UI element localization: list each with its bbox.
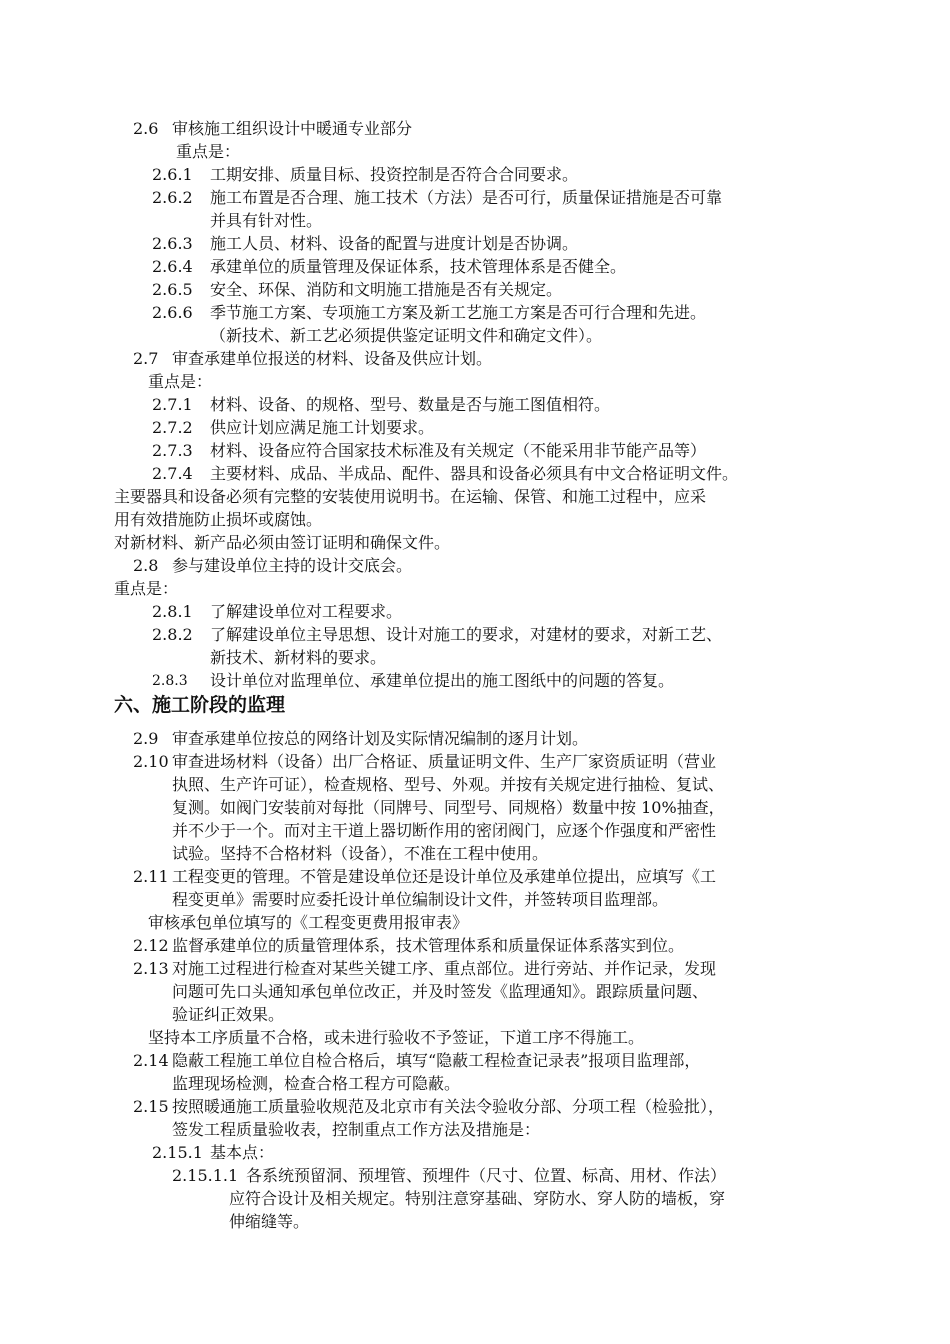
item-text: 签发工程质量验收表，控制重点工作方法及措施是：	[172, 1120, 541, 1139]
item-text: 监理现场检测，检查合格工程方可隐蔽。	[172, 1074, 461, 1093]
item-number: 2.7.3	[152, 441, 193, 460]
item-text: 对新材料、新产品必须由签订证明和确保文件。	[114, 533, 451, 552]
item-text: 伸缩缝等。	[229, 1212, 310, 1231]
item-text: 季节施工方案、专项施工方案及新工艺施工方案是否可行合理和先进。	[210, 303, 707, 322]
item-text: 监督承建单位的质量管理体系，技术管理体系和质量保证体系落实到位。	[172, 936, 685, 955]
item-number: 2.15.1.1	[172, 1166, 239, 1185]
item-number: 2.7.2	[152, 418, 193, 437]
item-text: 按照暖通施工质量验收规范及北京市有关法令验收分部、分项工程（检验批），	[172, 1097, 725, 1116]
item-text: 主要器具和设备必须有完整的安装使用说明书。在运输、保管、和施工过程中，应采	[114, 487, 707, 506]
item-text: 审查承建单位按总的网络计划及实际情况编制的逐月计划。	[172, 729, 589, 748]
item-text: 主要材料、成品、半成品、配件、器具和设备必须具有中文合格证明文件。	[210, 464, 739, 483]
item-text: 供应计划应满足施工计划要求。	[210, 418, 435, 437]
item-text: 设计单位对监理单位、承建单位提出的施工图纸中的问题的答复。	[210, 671, 675, 690]
item-number: 2.8	[133, 556, 159, 575]
item-number: 2.6.5	[152, 280, 193, 299]
item-text: 安全、环保、消防和文明施工措施是否有关规定。	[210, 280, 563, 299]
item-number: 2.15	[133, 1097, 169, 1116]
item-text: 工程变更的管理。不管是建设单位还是设计单位及承建单位提出，应填写《工	[172, 867, 717, 886]
item-text: 坚持本工序质量不合格，或未进行验收不予签证，下道工序不得施工。	[148, 1028, 645, 1047]
item-text: 试验。坚持不合格材料（设备），不准在工程中使用。	[172, 844, 549, 863]
item-number: 2.8.2	[152, 625, 193, 644]
item-text: 审核施工组织设计中暖通专业部分	[172, 119, 413, 138]
item-text: 并具有针对性。	[210, 211, 323, 230]
item-number: 2.6.2	[152, 188, 193, 207]
item-number: 2.9	[133, 729, 159, 748]
item-text: （新技术、新工艺必须提供鉴定证明文件和确定文件）。	[210, 326, 603, 345]
item-number: 2.14	[133, 1051, 169, 1070]
item-number: 2.11	[133, 867, 169, 886]
item-text: 审核承包单位填写的《工程变更费用报审表》	[148, 913, 469, 932]
item-text: 材料、设备、的规格、型号、数量是否与施工图值相符。	[210, 395, 611, 414]
item-text: 验证纠正效果。	[172, 1005, 285, 1024]
item-text: 工期安排、质量目标、投资控制是否符合合同要求。	[210, 165, 579, 184]
item-number: 2.6.3	[152, 234, 193, 253]
item-text: 审查承建单位报送的材料、设备及供应计划。	[172, 349, 493, 368]
item-text: 对施工过程进行检查对某些关键工序、重点部位。进行旁站、并作记录，发现	[172, 959, 717, 978]
item-text: 用有效措施防止损坏或腐蚀。	[114, 510, 323, 529]
item-text: 施工人员、材料、设备的配置与进度计划是否协调。	[210, 234, 579, 253]
item-number: 2.7.1	[152, 395, 193, 414]
item-text: 各系统预留洞、预埋管、预埋件（尺寸、位置、标高、用材、作法）	[246, 1166, 727, 1185]
item-number: 2.12	[133, 936, 169, 955]
item-text: 材料、设备应符合国家技术标准及有关规定（不能采用非节能产品等）	[210, 441, 707, 460]
item-number: 2.8.1	[152, 602, 193, 621]
item-number: 2.15.1	[152, 1143, 203, 1162]
item-text: 审查进场材料（设备）出厂合格证、质量证明文件、生产厂家资质证明（营业	[172, 752, 717, 771]
item-number: 2.6	[133, 119, 159, 138]
item-text: 新技术、新材料的要求。	[210, 648, 387, 667]
item-text: 应符合设计及相关规定。特别注意穿基础、穿防水、穿人防的墙板，穿	[229, 1189, 726, 1208]
item-text: 了解建设单位对工程要求。	[210, 602, 403, 621]
item-text: 施工布置是否合理、施工技术（方法）是否可行，质量保证措施是否可靠	[210, 188, 723, 207]
item-number: 2.8.3	[152, 673, 188, 689]
item-number: 2.6.6	[152, 303, 193, 322]
item-number: 2.10	[133, 752, 169, 771]
item-number: 2.7.4	[152, 464, 193, 483]
item-text: 重点是：	[148, 372, 213, 391]
item-text: 基本点：	[210, 1143, 275, 1162]
item-text: 隐蔽工程施工单位自检合格后，填写“隐蔽工程检查记录表”报项目监理部，	[172, 1051, 701, 1070]
item-text: 参与建设单位主持的设计交底会。	[172, 556, 413, 575]
item-text: 复测。如阀门安装前对每批（同牌号、同型号、同规格）数量中按 10%抽查，	[172, 798, 725, 817]
item-text: 并不少于一个。而对主干道上器切断作用的密闭阀门，应逐个作强度和严密性	[172, 821, 717, 840]
item-text: 问题可先口头通知承包单位改正，并及时签发《监理通知》。跟踪质量问题、	[172, 982, 709, 1001]
item-text: 了解建设单位主导思想、设计对施工的要求，对建材的要求，对新工艺、	[210, 625, 723, 644]
item-number: 2.6.4	[152, 257, 193, 276]
item-text: 承建单位的质量管理及保证体系，技术管理体系是否健全。	[210, 257, 627, 276]
item-text: 重点是：	[114, 579, 179, 598]
item-text: 重点是：	[176, 142, 241, 161]
item-number: 2.7	[133, 349, 159, 368]
item-text: 程变更单》需要时应委托设计单位编制设计文件，并签转项目监理部。	[172, 890, 669, 909]
item-text: 执照、生产许可证），检查规格、型号、外观。并按有关规定进行抽检、复试、	[172, 775, 725, 794]
item-number: 2.13	[133, 959, 169, 978]
section-heading: 六、施工阶段的监理	[114, 694, 286, 716]
item-number: 2.6.1	[152, 165, 193, 184]
